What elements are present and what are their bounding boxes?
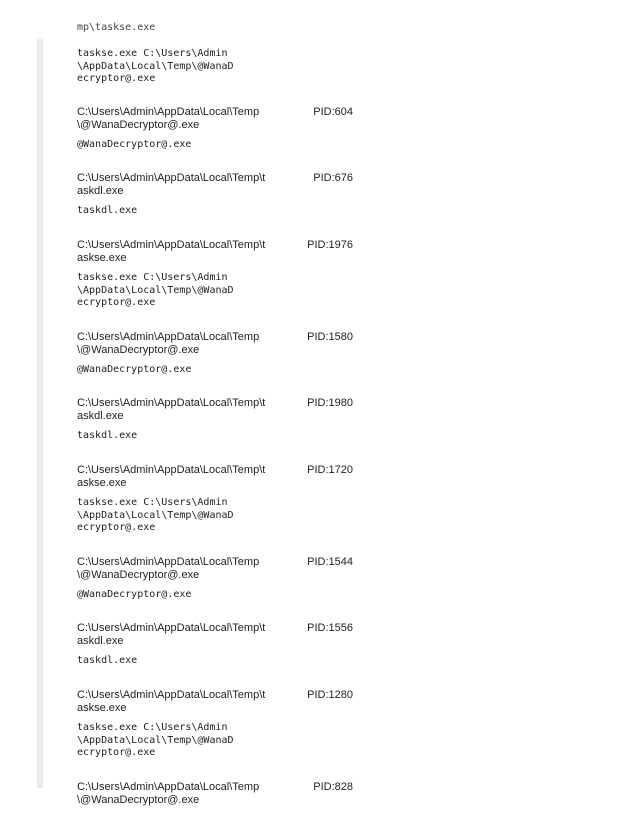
process-path: C:\Users\Admin\AppData\Local\Temp\taskdl.exe [77,622,266,647]
process-path: C:\Users\Admin\AppData\Local\Temp\@WanaDecryptor@.exe [77,781,260,806]
process-pid: PID:1280 [307,689,353,701]
process-path: C:\Users\Admin\AppData\Local\Temp\taskdl.exe [77,397,266,422]
process-command: @WanaDecryptor@.exe [77,589,192,600]
partial-path: mp\taskse.exe [77,22,156,33]
process-pid: PID:676 [313,172,353,184]
process-command: taskse.exe C:\Users\Admin\AppData\Local\Temp\@WanaDecryptor@.exe [77,722,234,759]
process-path: C:\Users\Admin\AppData\Local\Temp\@WanaDecryptor@.exe [77,556,260,581]
process-pid: PID:828 [313,781,353,793]
process-pid: PID:1544 [307,556,353,568]
process-path: C:\Users\Admin\AppData\Local\Temp\taskdl.exe [77,172,266,197]
process-command: taskdl.exe [77,430,138,441]
process-path: C:\Users\Admin\AppData\Local\Temp\@WanaDecryptor@.exe [77,106,260,131]
process-pid: PID:1556 [307,622,353,634]
process-pid: PID:1980 [307,397,353,409]
process-pid: PID:1580 [307,331,353,343]
process-pid: PID:604 [313,106,353,118]
process-command: @WanaDecryptor@.exe [77,364,192,375]
process-command: taskse.exe C:\Users\Admin\AppData\Local\Temp\@WanaDecryptor@.exe [77,272,234,309]
process-command: taskdl.exe [77,655,138,666]
process-path: C:\Users\Admin\AppData\Local\Temp\taskse.exe [77,239,266,264]
process-command: taskse.exe C:\Users\Admin\AppData\Local\Temp\@WanaDecryptor@.exe [77,48,234,85]
process-path: C:\Users\Admin\AppData\Local\Temp\taskse.exe [77,464,266,489]
process-command: taskse.exe C:\Users\Admin\AppData\Local\Temp\@WanaDecryptor@.exe [77,497,234,534]
process-list[interactable] [43,22,363,806]
process-path: C:\Users\Admin\AppData\Local\Temp\taskse.exe [77,689,266,714]
process-command: @WanaDecryptor@.exe [77,139,192,150]
process-path: C:\Users\Admin\AppData\Local\Temp\@WanaDecryptor@.exe [77,331,260,356]
process-command: taskdl.exe [77,205,138,216]
process-pid: PID:1720 [307,464,353,476]
process-pid: PID:1976 [307,239,353,251]
